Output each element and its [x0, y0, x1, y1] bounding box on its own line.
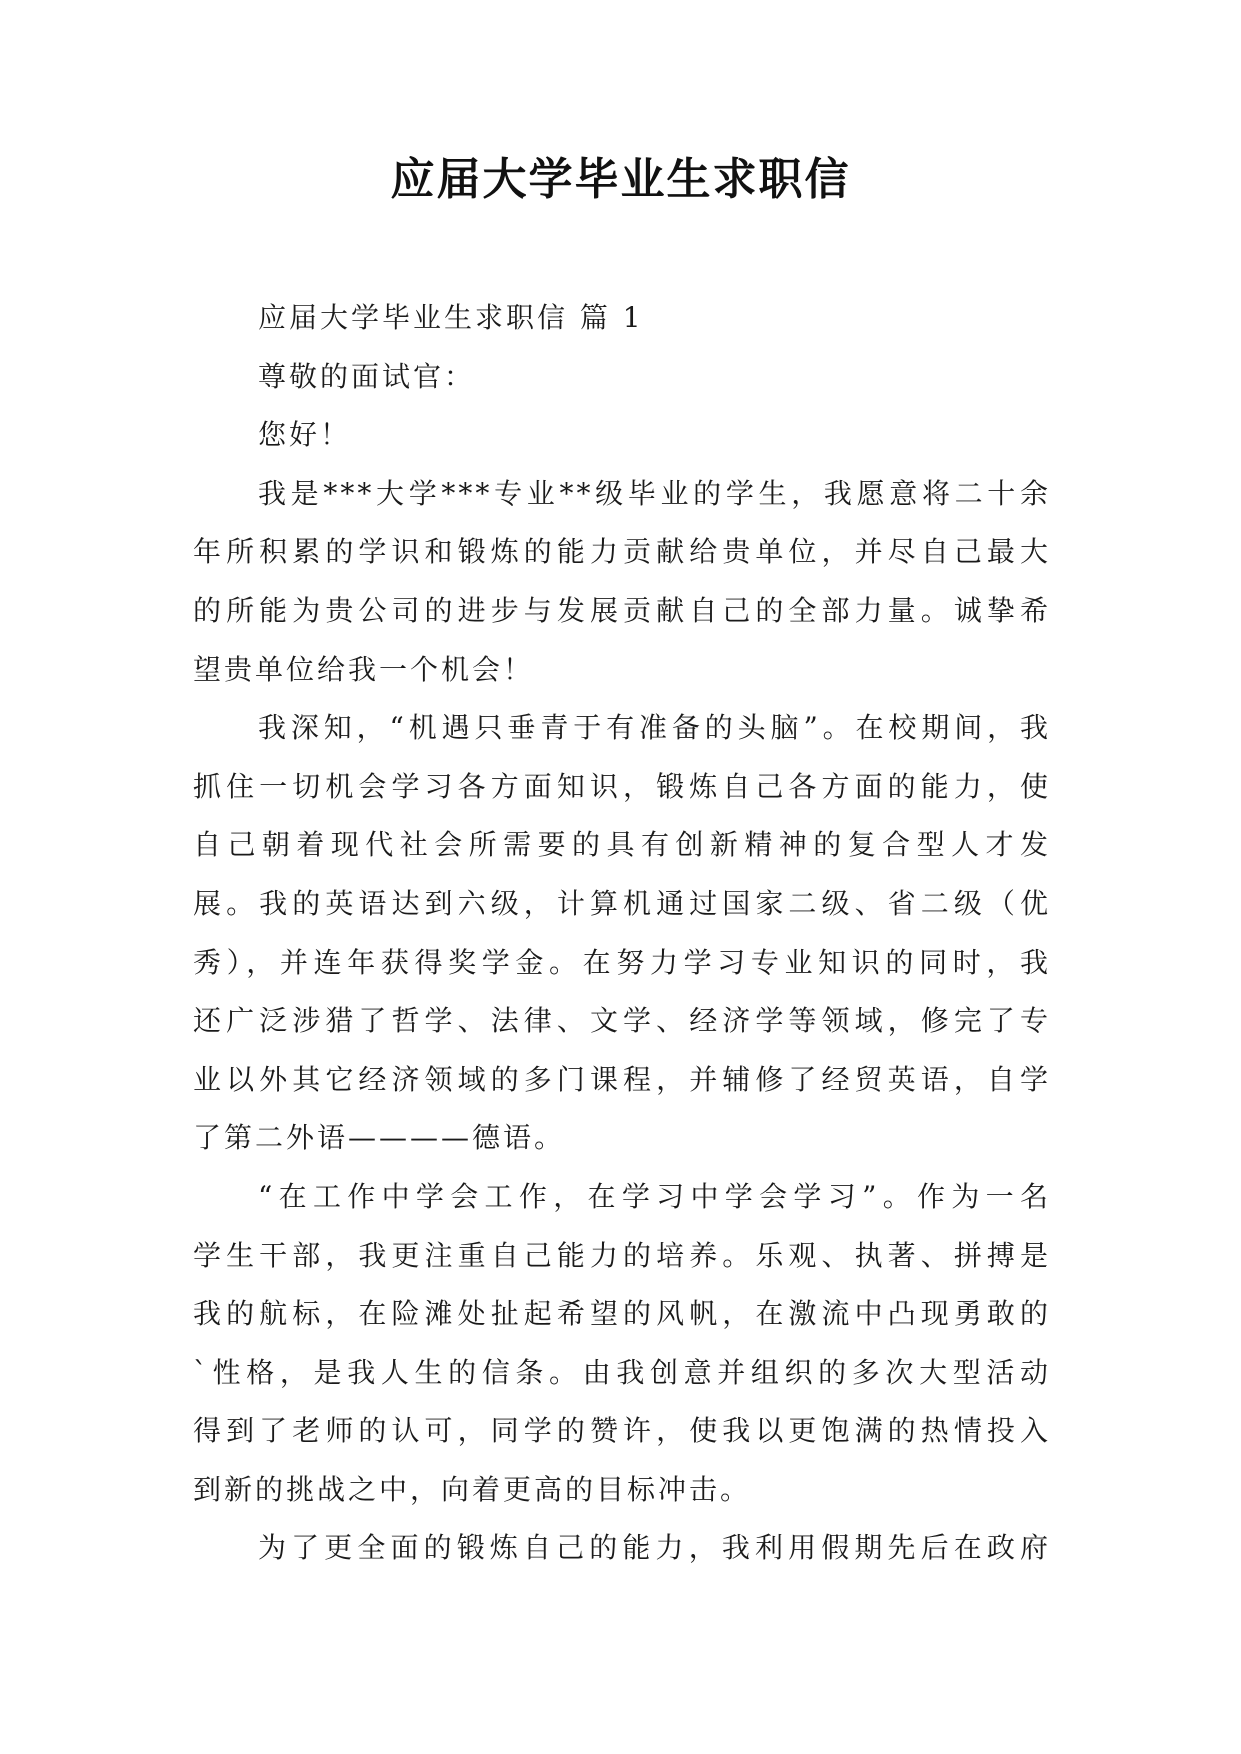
salutation: 尊敬的面试官：	[258, 359, 476, 393]
paragraph-line: 我是***大学***专业**级毕业的学生，我愿意将二十余	[258, 476, 1051, 510]
paragraph-line: 学生干部，我更注重自己能力的培养。乐观、执著、拼搏是	[193, 1238, 1051, 1272]
paragraph-line: 得到了老师的认可，同学的赞许，使我以更饱满的热情投入	[193, 1414, 1051, 1448]
paragraph-line: 秀），并连年获得奖学金。在努力学习专业知识的同时，我	[193, 945, 1051, 979]
paragraph-line: 年所积累的学识和锻炼的能力贡献给贵单位，并尽自己最大	[193, 535, 1051, 569]
paragraph-line: 我的航标，在险滩处扯起希望的风帆，在激流中凸现勇敢的	[193, 1297, 1051, 1331]
paragraph-line: 业以外其它经济领域的多门课程，并辅修了经贸英语，自学	[193, 1062, 1051, 1096]
paragraph-line: 了第二外语————德语。	[193, 1121, 566, 1155]
greeting: 您好！	[258, 418, 352, 452]
paragraph-line: 展。我的英语达到六级，计算机通过国家二级、省二级（优	[193, 886, 1051, 920]
paragraph-line: 为了更全面的锻炼自己的能力，我利用假期先后在政府	[258, 1531, 1051, 1565]
paragraph-line: “在工作中学会工作，在学习中学会学习”。作为一名	[258, 1179, 1051, 1213]
paragraph-practice	[193, 1519, 1051, 1578]
section-heading: 应届大学毕业生求职信 篇 1	[258, 301, 644, 334]
letter-body	[193, 289, 1051, 1578]
paragraph-line: `性格，是我人生的信条。由我创意并组织的多次大型活动	[193, 1355, 1051, 1389]
paragraph-line: 望贵单位给我一个机会！	[193, 652, 535, 686]
paragraph-line: 我深知，“机遇只垂青于有准备的头脑”。在校期间，我	[258, 711, 1051, 745]
paragraph-student-work	[193, 1168, 1051, 1520]
paragraph-introduction	[193, 465, 1051, 699]
paragraph-line: 还广泛涉猎了哲学、法律、文学、经济学等领域，修完了专	[193, 1004, 1051, 1038]
document-title: 应届大学毕业生求职信	[390, 154, 851, 205]
paragraph-line: 自己朝着现代社会所需要的具有创新精神的复合型人才发	[193, 828, 1051, 862]
paragraph-education	[193, 699, 1051, 1168]
paragraph-line: 抓住一切机会学习各方面知识，锻炼自己各方面的能力，使	[193, 769, 1051, 803]
paragraph-line: 的所能为贵公司的进步与发展贡献自己的全部力量。诚挚希	[193, 593, 1051, 627]
paragraph-line: 到新的挑战之中，向着更高的目标冲击。	[193, 1472, 752, 1506]
